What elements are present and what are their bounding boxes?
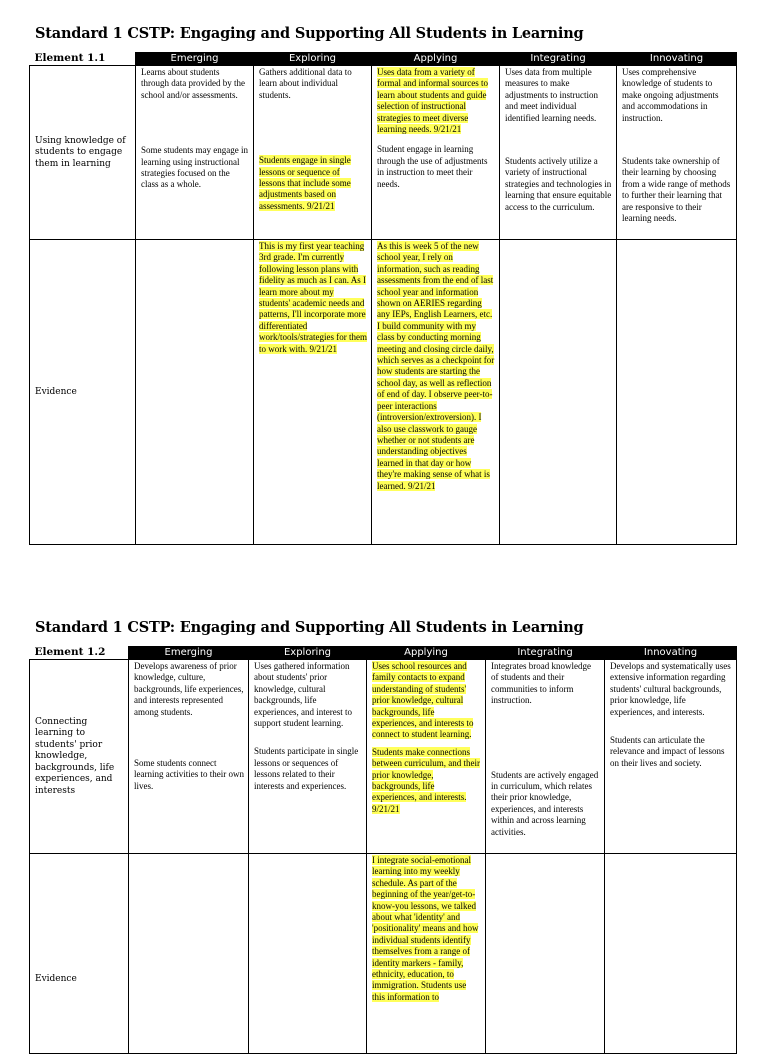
evidence-label: Evidence (30, 240, 136, 545)
section-1-title: Standard 1 CSTP: Engaging and Supporting All Students in Learning (35, 25, 584, 42)
element-1-1-table (29, 52, 737, 545)
student-descriptor: Students can articulate the relevance and impact of lessons on their lives and society. (610, 735, 725, 768)
evidence-text-highlighted: As this is week 5 of the new school year, I rely on information, such as reading assessments from the end of last school year and information shown on AERIES regarding any IEPs, English Learners, etc. I build community with my class by conducting morning meeting and closing circle daily, which serves as a checkpoint for how students are starting the school day, as well as reflection of end of day. I observe peer-to-peer interactions (introversion/extroversion). I also use classwork to gauge whether or not students are understanding objectives learned in that day or how they're making sense of what is learned. 9/21/21 (377, 241, 495, 491)
section-2-title: Standard 1 CSTP: Engaging and Supporting All Students in Learning (35, 619, 584, 636)
evidence-emerging (136, 240, 254, 545)
level-header-integrating: Integrating (486, 647, 605, 660)
evidence-text-highlighted: I integrate social-emotional learning into my weekly schedule. As part of the beginning of the year/get-to-know-you lessons, we talked about what 'identity' and 'positionality' means and how individual students identify themselves from a range of identity markers - family, ethnicity, education, to immigration. Students use this information to (372, 855, 479, 1002)
level-header-applying: Applying (367, 647, 486, 660)
teacher-descriptor: Integrates broad knowledge of students and their communities to inform instruction. (491, 661, 591, 706)
teacher-descriptor: Uses data from multiple measures to make adjustments to instruction and meet individual identified learning needs. (505, 67, 598, 123)
element-label: Element 1.1 (30, 53, 136, 66)
student-descriptor-highlighted: Students engage in single lessons or sequence of lessons that include some adjustments based on assessments. 9/21/21 (259, 155, 351, 211)
evidence-integrating (500, 240, 617, 545)
cell-applying (367, 660, 486, 854)
cell-innovating (605, 660, 737, 854)
element-label: Element 1.2 (30, 647, 129, 660)
level-header-applying: Applying (372, 53, 500, 66)
student-descriptor-highlighted: Students make connections between curriculum, and their prior knowledge, backgrounds, life experiences, and interests. 9/21/21 (372, 746, 480, 814)
evidence-applying (372, 240, 500, 545)
teacher-descriptor: Uses gathered information about students' prior knowledge, cultural backgrounds, life experiences, and interest to support student learning. (254, 661, 352, 729)
teacher-descriptor: Develops and systematically uses extensive information regarding students' cultural backgrounds, prior knowledge, life experiences, and interests. (610, 661, 731, 717)
element-1-2-table (29, 646, 737, 1054)
cell-exploring (249, 660, 367, 854)
teacher-descriptor-highlighted: Uses school resources and family contacts to expand understanding of students' prior knowledge, cultural backgrounds, life experiences, and interests to connect to student learning. (372, 661, 474, 740)
student-descriptor: Student engage in learning through the use of adjustments in instruction to meet their needs. (377, 144, 488, 189)
teacher-descriptor: Develops awareness of prior knowledge, culture, backgrounds, life experiences, and interests represented among students. (134, 661, 244, 717)
student-descriptor: Students are actively engaged in curriculum, which relates their prior knowledge, experiences, and interests within and across learning activities. (491, 769, 599, 837)
student-descriptor: Some students may engage in learning using instructional strategies focused on the class as a whole. (141, 145, 248, 190)
teacher-descriptor-highlighted: Uses data from a variety of formal and informal sources to learn about students and guide selection of instructional strategies to meet diverse learning needs. 9/21/21 (377, 67, 488, 135)
level-header-innovating: Innovating (617, 53, 737, 66)
student-descriptor: Some students connect learning activities to their own lives. (134, 758, 244, 791)
cell-integrating (486, 660, 605, 854)
evidence-exploring (254, 240, 372, 545)
student-descriptor: Students take ownership of their learning by choosing from a wide range of methods to further their learning that are responsive to their learning needs. (622, 156, 731, 224)
cell-integrating (500, 66, 617, 240)
cell-applying (372, 66, 500, 240)
student-descriptor: Students actively utilize a variety of instructional strategies and technologies in learning that ensure equitable access to the curriculum. (505, 156, 612, 212)
teacher-descriptor: Learns about students through data provided by the school and/or assessments. (141, 67, 245, 100)
student-descriptor: Students participate in single lessons or sequences of lessons related to their interests and experiences. (254, 746, 359, 791)
evidence-label: Evidence (30, 854, 129, 1054)
level-header-emerging: Emerging (136, 53, 254, 66)
level-header-emerging: Emerging (129, 647, 249, 660)
teacher-descriptor: Uses comprehensive knowledge of students to make ongoing adjustments and accommodations in instruction. (622, 67, 719, 123)
level-header-exploring: Exploring (254, 53, 372, 66)
cell-innovating (617, 66, 737, 240)
cell-emerging (136, 66, 254, 240)
cell-exploring (254, 66, 372, 240)
row-label: Connecting learning to students' prior knowledge, backgrounds, life experiences, and interests (30, 660, 129, 854)
cell-emerging (129, 660, 249, 854)
row-label: Using knowledge of students to engage them in learning (30, 66, 136, 240)
evidence-innovating (617, 240, 737, 545)
level-header-integrating: Integrating (500, 53, 617, 66)
teacher-descriptor: Gathers additional data to learn about individual students. (259, 67, 352, 100)
level-header-innovating: Innovating (605, 647, 737, 660)
level-header-exploring: Exploring (249, 647, 367, 660)
evidence-text-highlighted: This is my first year teaching 3rd grade. I'm currently following lesson plans with fidelity as much as I can. As I learn more about my students' academic needs and patterns, I'll incorporate more differentiated work/tools/strategies for them to work with. 9/21/21 (259, 241, 367, 354)
